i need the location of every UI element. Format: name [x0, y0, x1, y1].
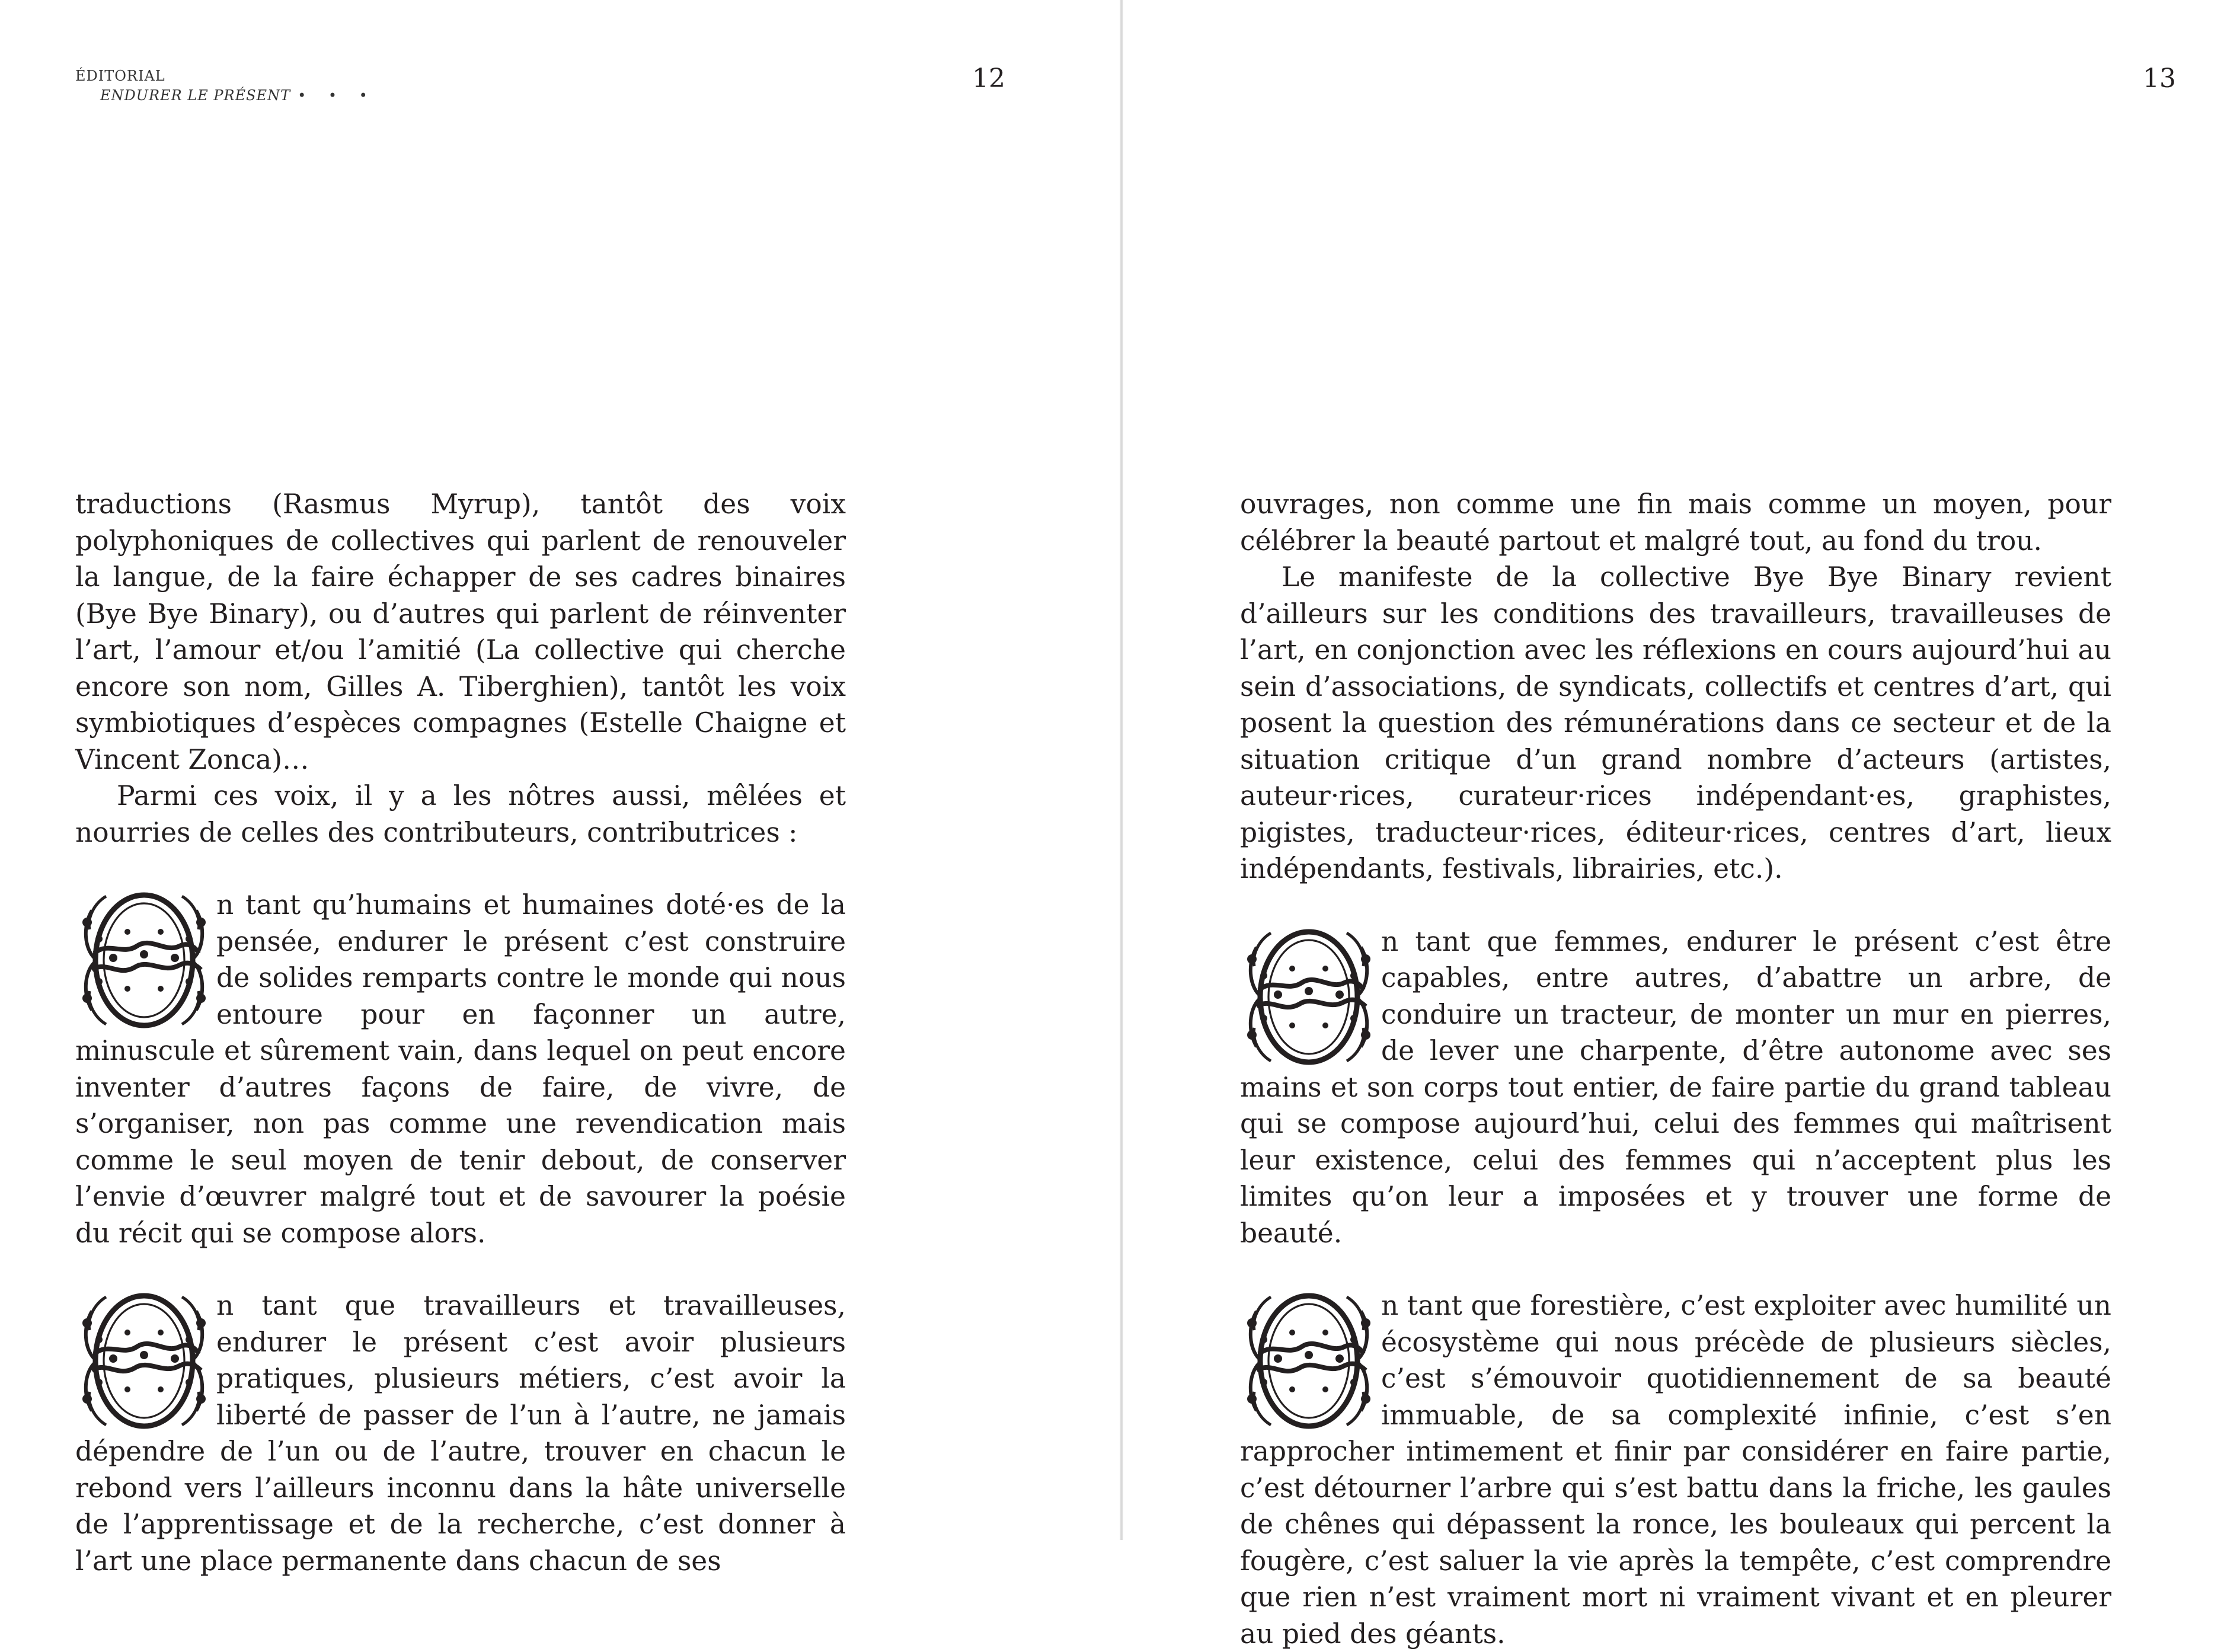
body-text [1240, 486, 2111, 1652]
paragraph: Parmi ces voix, il y a les nôtres aussi, mêlées et nourries de celles des contributeurs, contributrices : [75, 780, 846, 848]
ornamental-initial-icon [75, 1287, 213, 1433]
right-page [1123, 0, 2240, 1650]
paragraph: traductions (Rasmus Myrup), tantôt des voix polyphoniques de collectives qui parlent de renouveler la langue, de la faire échapper de ses cadres binaires (Bye Bye Binary), ou d’autres qui parlent de réinventer l’art, l’amour et/ou l’amitié (La collective qui cherche encore son nom, Gilles A. Tiberghien), tantôt les voix symbiotiques d’espèces compagnes (Estelle Chaigne et Vincent Zonca)… [75, 488, 846, 775]
ornamental-initial-icon [75, 887, 213, 1033]
subtitle-label [75, 86, 376, 106]
ornamental-initial-icon [1240, 1287, 1378, 1433]
subtitle-text: ENDURER LE PRÉSENT [100, 87, 291, 104]
statement-paragraph: n tant que travailleurs et travailleuses, endurer le présent c’est avoir plusieurs pratiques, plusieurs métiers, c’est avoir la liberté de passer de l’un à l’autre, ne jamais dépendre de l’un ou de l’autre, trouver en chacun le rebond vers l’ailleurs inconnu dans la hâte universelle de l’apprentissage et de la recherche, c’est donner à l’art une place permanente dans chacun de ses [75, 1290, 846, 1577]
statement-paragraph: n tant qu’humains et humaines doté·es de la pensée, endurer le présent c’est construire de solides remparts contre le monde qui nous entoure pour en façonner un autre, minuscule et sûrement vain, dans lequel on peut encore inventer d’autres façons de faire, de vivre, de s’organiser, non pas comme une revendication mais comme le seul moyen de tenir debout, de conserver l’envie d’œuvrer malgré tout et de savourer la poésie du récit qui se compose alors. [75, 889, 846, 1249]
ornament-dots: • • • [298, 87, 376, 104]
section-label: ÉDITORIAL [75, 68, 165, 84]
paragraph: ouvrages, non comme une fin mais comme un moyen, pour célébrer la beauté partout et malgré tout, au fond du trou. [1240, 488, 2111, 557]
paragraph: Le manifeste de la collective Bye Bye Binary revient d’ailleurs sur les conditions des travailleurs, travailleuses de l’art, en conjonction avec les réflexions en cours aujourd’hui au sein d’associations, de syndicats, collectifs et centres d’art, qui posent la question des rémunérations dans ce secteur et de la situation critique d’un grand nombre d’acteurs (artistes, auteur·rices, curateur·rices indépendant·es, graphistes, pigistes, traducteur·rices, éditeur·rices, centres d’art, lieux indépendants, festivals, librairies, etc.). [1240, 561, 2111, 884]
ornamental-initial-icon [1240, 924, 1378, 1069]
running-head [75, 66, 376, 106]
page-number: 12 [972, 63, 1005, 94]
statement-paragraph: n tant que femmes, endurer le présent c’est être capables, entre autres, d’abattre un arbre, de conduire un tracteur, de monter un mur en pierres, de lever une charpente, d’être autonome avec ses mains et son corps tout entier, de faire partie du grand tableau qui se compose aujourd’hui, celui des femmes qui maîtrisent leur existence, celui des femmes qui n’acceptent plus les limites qu’on leur a imposées et y trouver une forme de beauté. [1240, 925, 2111, 1249]
statement-paragraph: n tant que forestière, c’est exploiter avec humilité un écosystème qui nous précède de plusieurs siècles, c’est s’émouvoir quotidiennement de sa beauté immuable, de sa complexité infinie, c’est s’en rapprocher intimement et finir par considérer en faire partie, c’est détourner l’arbre qui s’est battu dans la friche, les gaules de chênes qui dépassent la ronce, les bouleaux qui percent la fougère, c’est saluer la vie après la tempête, c’est comprendre que rien n’est vraiment mort ni vraiment vivant et en pleurer au pied des géants. [1240, 1290, 2111, 1650]
page-number: 13 [2143, 63, 2176, 94]
body-text [75, 486, 846, 1579]
left-page [0, 0, 1120, 1577]
